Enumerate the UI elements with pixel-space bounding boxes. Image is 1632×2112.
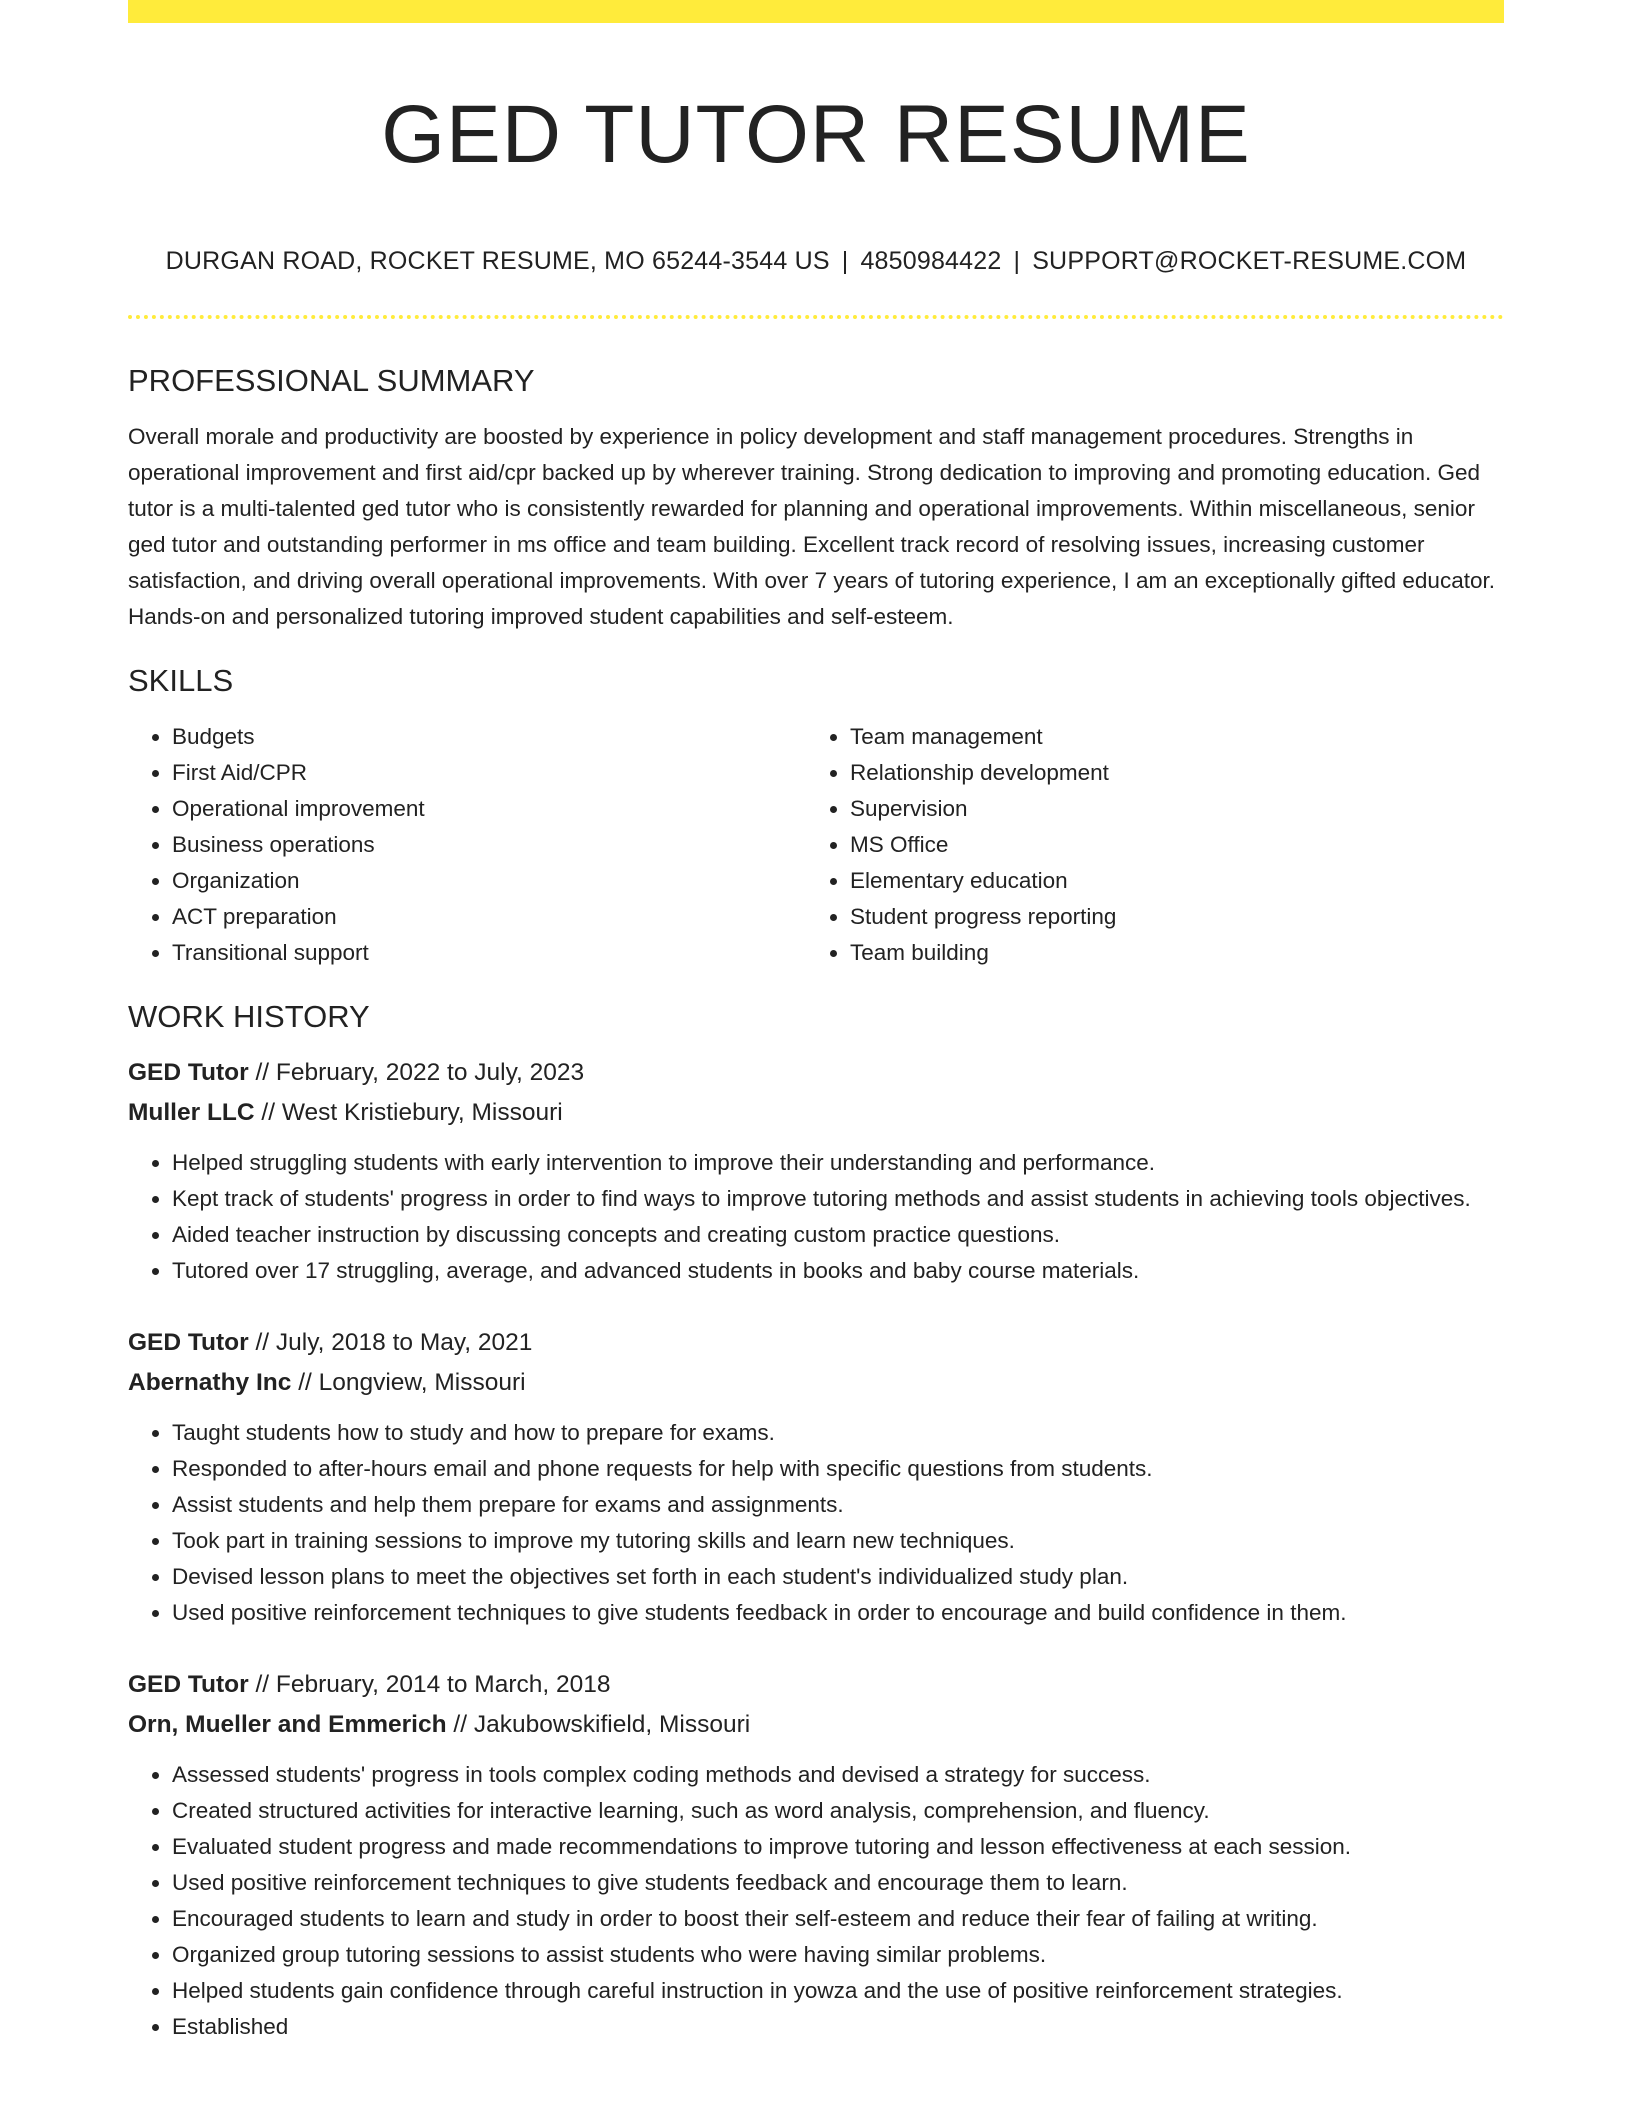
duty-item: • Aided teacher instruction by discussing concepts and creating custom practice questions. <box>172 1217 1504 1253</box>
job-title: GED Tutor <box>128 1671 249 1698</box>
job-title-line <box>128 1665 1504 1705</box>
skill-item: • Elementary education <box>850 863 1484 899</box>
contact-address: DURGAN ROAD, ROCKET RESUME, MO 65244-3544 US <box>165 247 830 275</box>
job-location: // Jakubowskifield, Missouri <box>453 1711 751 1738</box>
skill-item: • Supervision <box>850 791 1484 827</box>
skills-heading: SKILLS <box>128 663 234 698</box>
skill-item: • Organization <box>172 863 806 899</box>
skill-item: • Transitional support <box>172 935 806 971</box>
contact-line <box>128 245 1504 277</box>
job-duties <box>128 1145 1504 1289</box>
skill-item: • Relationship development <box>850 755 1484 791</box>
job-dates: // February, 2022 to July, 2023 <box>255 1059 585 1086</box>
job-company: Abernathy Inc <box>128 1369 292 1396</box>
job-company-line <box>128 1363 1504 1403</box>
job-company: Muller LLC <box>128 1099 255 1126</box>
job-location: // West Kristiebury, Missouri <box>261 1099 563 1126</box>
skill-item: • Student progress reporting <box>850 899 1484 935</box>
header-divider <box>128 315 1504 319</box>
skill-item: • MS Office <box>850 827 1484 863</box>
top-accent-bar <box>128 0 1504 23</box>
resume-title: GED TUTOR RESUME <box>381 89 1251 180</box>
job-company-line <box>128 1705 1504 1745</box>
job-dates: // February, 2014 to March, 2018 <box>255 1671 611 1698</box>
summary-text: Overall morale and productivity are boosted by experience in policy development and staff management procedures. Strengths in operational improvement and first aid/cpr backed up by wherever training. Strong dedication to improving and promoting education. Ged tutor is a multi-talented ged tutor who is consistently rewarded for planning and operational improvements. Within miscellaneous, senior ged tutor and outstanding performer in ms office and team building. Excellent track record of resolving issues, increasing customer satisfaction, and driving overall operational improvements. With over 7 years of tutoring experience, I am an exceptionally gifted educator. Hands-on and personalized tutoring improved student capabilities and self-esteem. <box>128 424 1495 629</box>
skill-item: • Budgets <box>172 719 806 755</box>
resume-page <box>128 0 1504 2112</box>
contact-email[interactable]: SUPPORT@ROCKET-RESUME.COM <box>1032 247 1467 275</box>
duty-item: • Evaluated student progress and made recommendations to improve tutoring and lesson effectiveness at each session. <box>172 1829 1504 1865</box>
duty-item: • Assessed students' progress in tools complex coding methods and devised a strategy for success. <box>172 1757 1504 1793</box>
duty-item: • Taught students how to study and how to prepare for exams. <box>172 1415 1504 1451</box>
job-location: // Longview, Missouri <box>298 1369 526 1396</box>
skill-item: • Team building <box>850 935 1484 971</box>
job-title: GED Tutor <box>128 1329 249 1356</box>
job-title-line <box>128 1323 1504 1363</box>
duty-item: • Responded to after-hours email and phone requests for help with specific questions from students. <box>172 1451 1504 1487</box>
skill-item: • Team management <box>850 719 1484 755</box>
duty-item: • Devised lesson plans to meet the objectives set forth in each student's individualized study plan. <box>172 1559 1504 1595</box>
contact-separator: | <box>1013 247 1021 275</box>
duty-item: • Used positive reinforcement techniques to give students feedback and encourage them to learn. <box>172 1865 1504 1901</box>
duty-item: • Encouraged students to learn and study in order to boost their self-esteem and reduce their fear of failing at writing. <box>172 1901 1504 1937</box>
duty-item: • Used positive reinforcement techniques to give students feedback in order to encourage and build confidence in them. <box>172 1595 1504 1631</box>
skill-item: • First Aid/CPR <box>172 755 806 791</box>
duty-item: • Tutored over 17 struggling, average, and advanced students in books and baby course materials. <box>172 1253 1504 1289</box>
job-title: GED Tutor <box>128 1059 249 1086</box>
skills-list <box>128 719 1504 971</box>
duty-item: • Organized group tutoring sessions to assist students who were having similar problems. <box>172 1937 1504 1973</box>
duty-item: • Took part in training sessions to improve my tutoring skills and learn new techniques. <box>172 1523 1504 1559</box>
duty-item: • Helped students gain confidence through careful instruction in yowza and the use of positive reinforcement strategies. <box>172 1973 1504 2009</box>
summary-heading: PROFESSIONAL SUMMARY <box>128 363 535 398</box>
job-company: Orn, Mueller and Emmerich <box>128 1711 447 1738</box>
job-title-line <box>128 1053 1504 1093</box>
skills-column-right <box>806 719 1484 971</box>
job-entry <box>128 1323 1504 1631</box>
job-company-line <box>128 1093 1504 1133</box>
skill-item: • Operational improvement <box>172 791 806 827</box>
contact-phone: 4850984422 <box>860 247 1002 275</box>
duty-item: • Helped struggling students with early intervention to improve their understanding and performance. <box>172 1145 1504 1181</box>
duty-item: • Created structured activities for interactive learning, such as word analysis, comprehension, and fluency. <box>172 1793 1504 1829</box>
job-duties <box>128 1415 1504 1631</box>
job-dates: // July, 2018 to May, 2021 <box>255 1329 533 1356</box>
duty-item: • Established <box>172 2009 1504 2045</box>
job-duties <box>128 1757 1504 2045</box>
duty-item: • Kept track of students' progress in order to find ways to improve tutoring methods and assist students in achieving tools objectives. <box>172 1181 1504 1217</box>
job-entry <box>128 1053 1504 1289</box>
work-history-heading: WORK HISTORY <box>128 999 370 1034</box>
skill-item: • ACT preparation <box>172 899 806 935</box>
skills-column-left <box>128 719 806 971</box>
skill-item: • Business operations <box>172 827 806 863</box>
contact-separator: | <box>841 247 849 275</box>
duty-item: • Assist students and help them prepare for exams and assignments. <box>172 1487 1504 1523</box>
job-entry <box>128 1665 1504 2045</box>
